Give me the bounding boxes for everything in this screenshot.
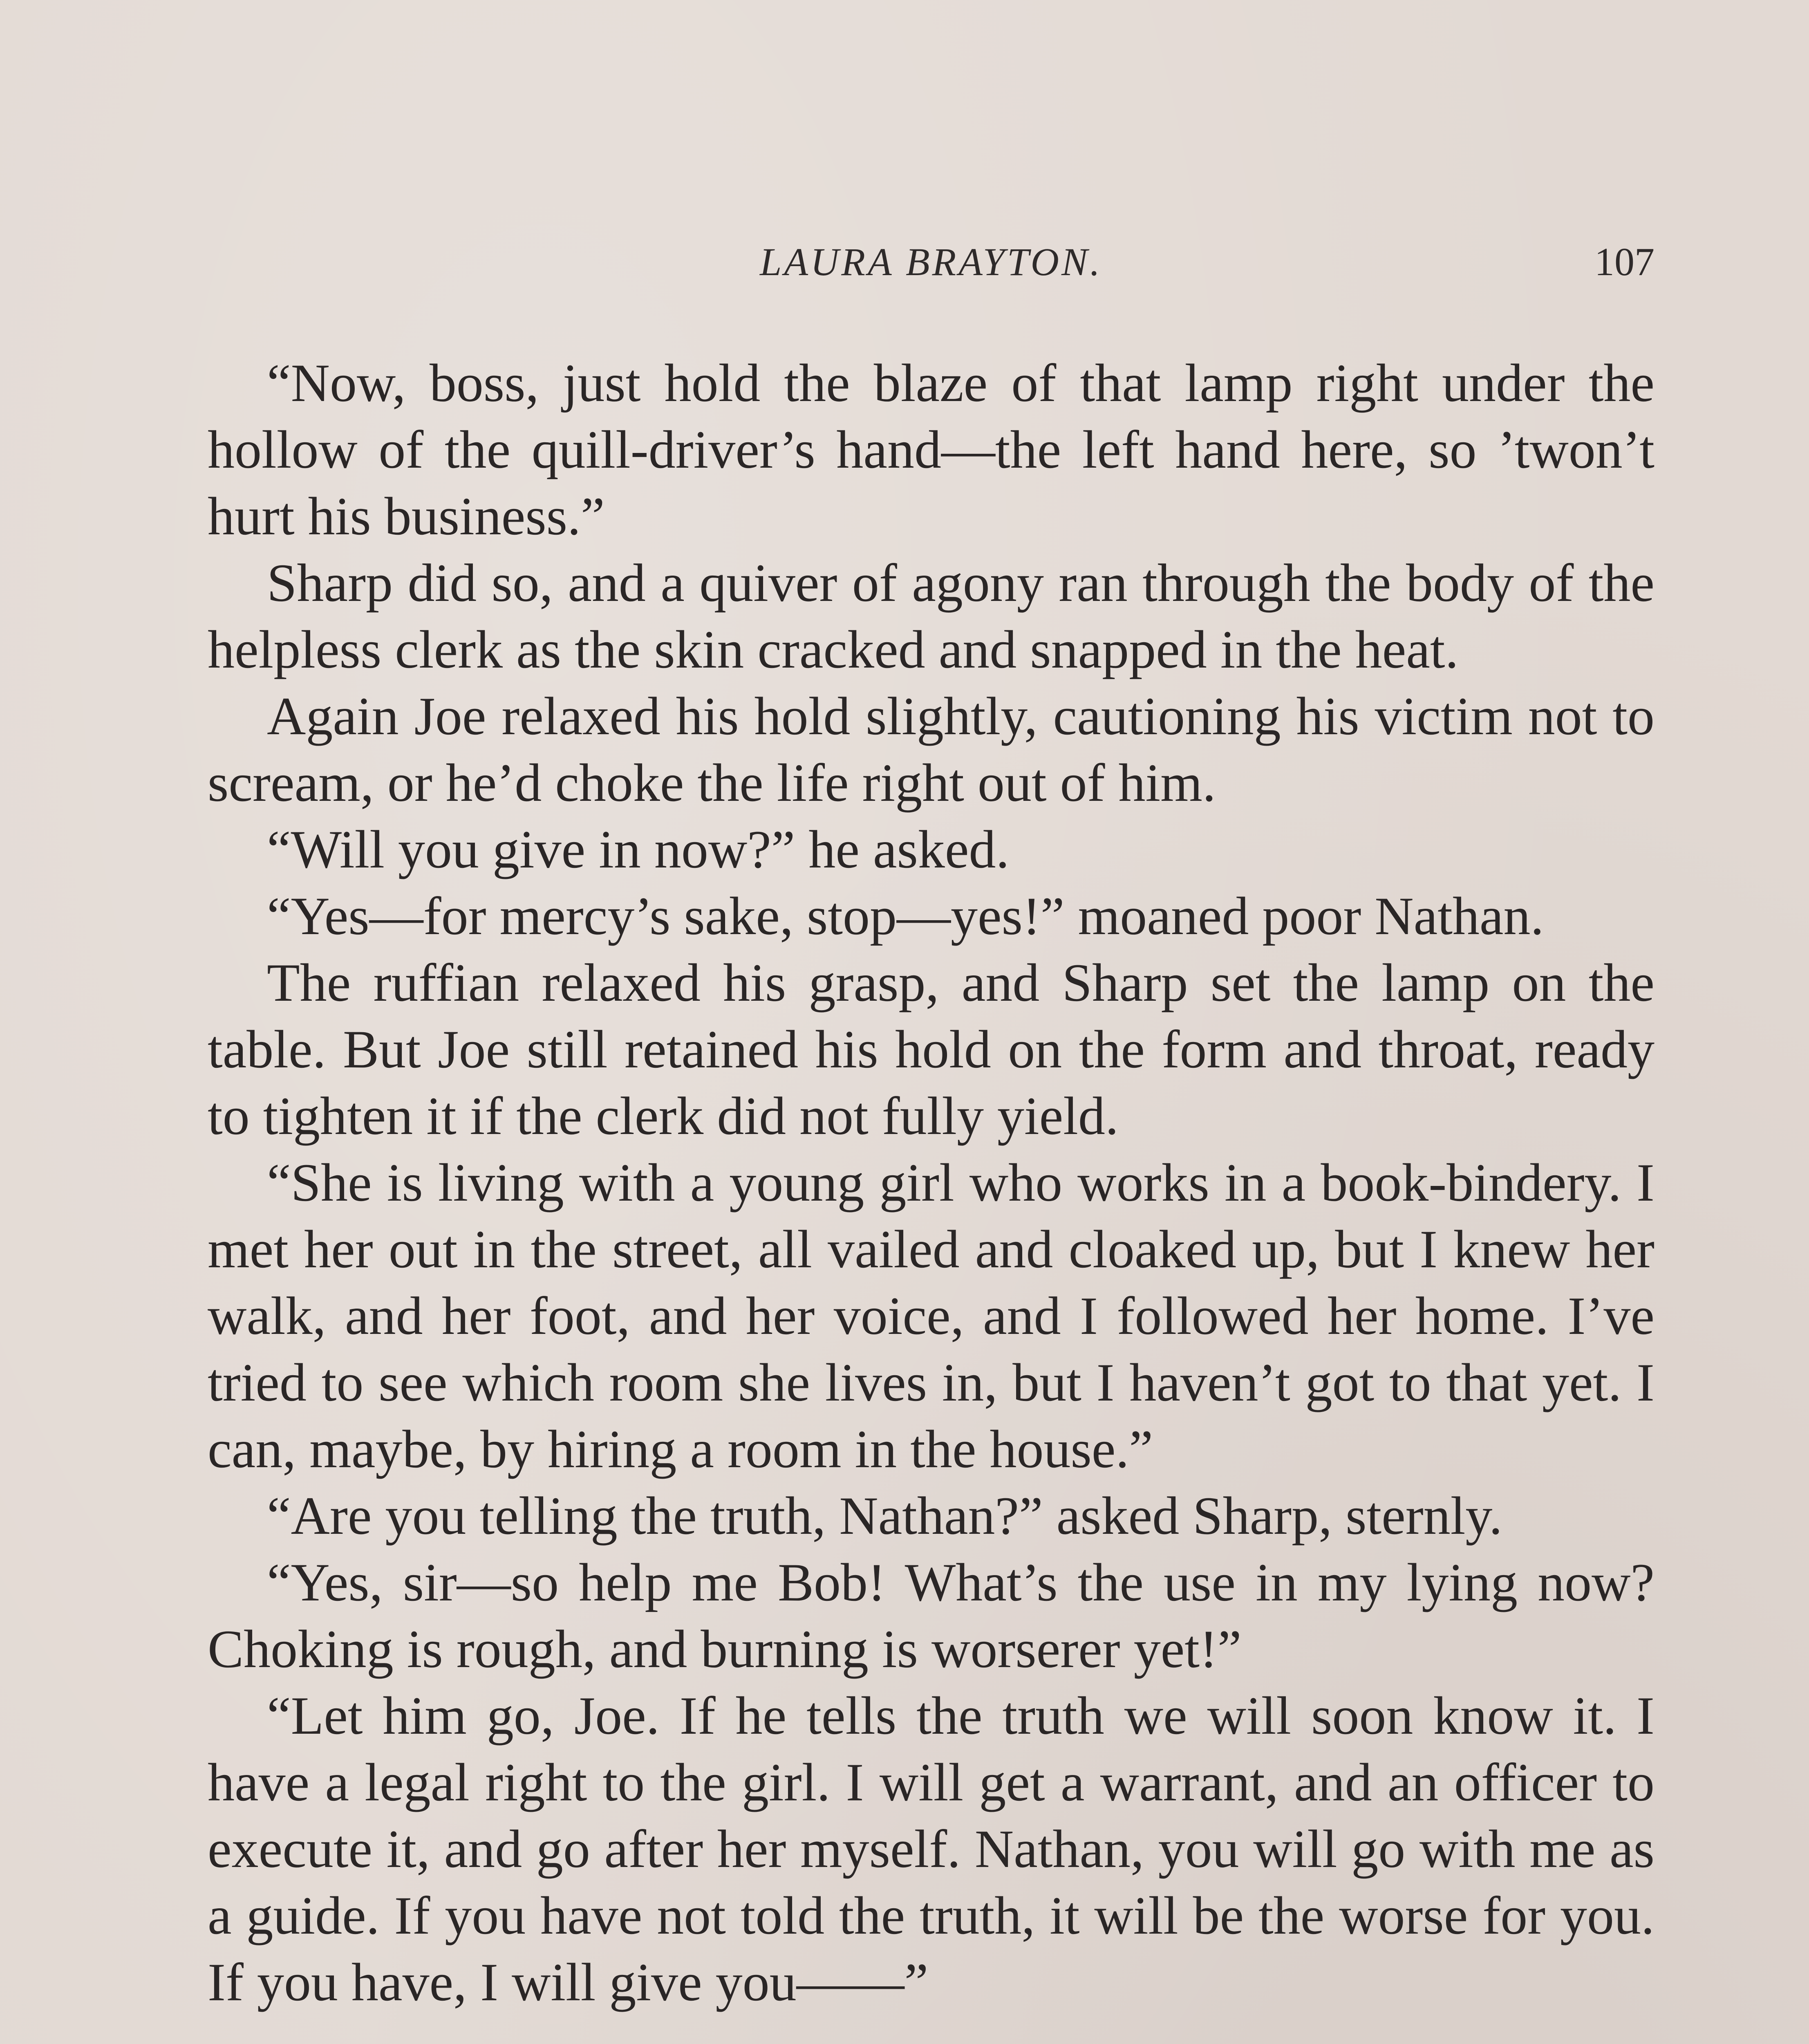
paragraph: Again Joe relaxed his hold slightly, cautioning his victim not to scream, or he’d choke the life right out of him. — [208, 686, 1655, 813]
paragraph: “Yes, sir—so help me Bob! What’s the use in my lying now? Choking is rough, and burning is worserer yet!” — [208, 1552, 1655, 1679]
paragraph: “She is living with a young girl who works in a book-bindery. I met her out in the street, all vailed and cloaked up, but I knew her walk, and her foot, and her voice, and I followed her home. I’ve tried to see which room she lives in, but I haven’t got to that yet. I can, maybe, by hiring a room in the house.” — [208, 1152, 1655, 1479]
page-number: 107 — [1594, 240, 1655, 284]
paragraph: “Yes—for mercy’s sake, stop—yes!” moaned poor Nathan. — [267, 886, 1544, 946]
body-text — [208, 350, 1655, 2015]
paragraph: “Are you telling the truth, Nathan?” asked Sharp, sternly. — [267, 1486, 1502, 1546]
paragraph: The ruffian relaxed his grasp, and Sharp set the lamp on the table. But Joe still retained his hold on the form and throat, ready to tighten it if the clerk did not fully yield. — [208, 953, 1655, 1146]
paragraph: “Now, boss, just hold the blaze of that lamp right under the hollow of the quill-driver’s hand—the left hand here, so ’twon’t hurt his business.” — [208, 353, 1655, 546]
running-title: LAURA BRAYTON. — [760, 240, 1102, 284]
paragraph: “Let him go, Joe. If he tells the truth we will soon know it. I have a legal right to the girl. I will get a warrant, and an officer to execute it, and go after her myself. Nathan, you will go with me as a guide. If you have not told the truth, it will be the worse for you. If you have, I will give you——” — [208, 1685, 1655, 2012]
paragraph: “Will you give in now?” he asked. — [267, 819, 1010, 879]
page-header — [208, 239, 1655, 321]
paragraph: Sharp did so, and a quiver of agony ran through the body of the helpless clerk as the skin cracked and snapped in the heat. — [208, 553, 1655, 679]
